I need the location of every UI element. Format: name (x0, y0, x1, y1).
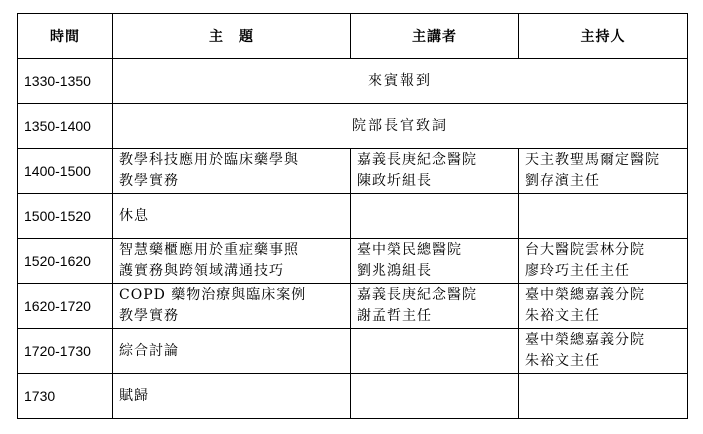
speaker-name: 劉兆鴻組長 (357, 263, 432, 279)
header-row (18, 14, 688, 59)
table-row (18, 194, 688, 239)
speaker-cell (351, 194, 519, 239)
host-cell (519, 374, 688, 419)
topic-line: 智慧藥櫃應用於重症藥事照 (119, 242, 299, 258)
speaker-cell (351, 374, 519, 419)
table-row (18, 239, 688, 284)
table-row (18, 329, 688, 374)
time-cell: 1330-1350 (18, 59, 113, 104)
host-affiliation: 臺中榮總嘉義分院 (525, 332, 645, 348)
host-affiliation: 臺中榮總嘉義分院 (525, 287, 645, 303)
topic-cell (113, 329, 351, 374)
header-speaker: 主講者 (351, 14, 519, 59)
topic-cell (113, 194, 351, 239)
time-cell: 1400-1500 (18, 149, 113, 194)
topic-line: 教學實務 (119, 308, 179, 324)
host-cell (519, 149, 688, 194)
header-time: 時間 (18, 14, 113, 59)
host-cell (519, 239, 688, 284)
speaker-affiliation: 嘉義長庚紀念醫院 (357, 152, 477, 168)
time-cell: 1720-1730 (18, 329, 113, 374)
topic-cell (113, 149, 351, 194)
header-host: 主持人 (519, 14, 688, 59)
table-row (18, 374, 688, 419)
host-name: 朱裕文主任 (525, 308, 600, 324)
topic-line: 休息 (119, 207, 149, 224)
speaker-name: 謝孟哲主任 (357, 308, 432, 324)
schedule-table (17, 13, 688, 419)
host-cell (519, 329, 688, 374)
topic-cell (113, 239, 351, 284)
table-row (18, 149, 688, 194)
time-cell: 1500-1520 (18, 194, 113, 239)
host-cell (519, 284, 688, 329)
topic-line: 教學實務 (119, 173, 179, 189)
topic-line: 護實務與跨領域溝通技巧 (119, 263, 284, 279)
speaker-affiliation: 臺中榮民總醫院 (357, 242, 462, 258)
time-cell: 1730 (18, 374, 113, 419)
time-cell: 1620-1720 (18, 284, 113, 329)
table-row (18, 59, 688, 104)
session-cell: 院部長官致詞 (113, 104, 688, 149)
time-cell: 1350-1400 (18, 104, 113, 149)
host-affiliation: 台大醫院雲林分院 (525, 242, 645, 258)
topic-line: 綜合討論 (119, 342, 179, 359)
session-cell: 來賓報到 (113, 59, 688, 104)
time-cell: 1520-1620 (18, 239, 113, 284)
host-name: 劉存濱主任 (525, 173, 600, 189)
host-name: 廖玲巧主任主任 (525, 263, 630, 279)
topic-line: COPD 藥物治療與臨床案例 (119, 287, 307, 303)
topic-cell (113, 374, 351, 419)
speaker-cell (351, 284, 519, 329)
header-topic: 主 題 (113, 14, 351, 59)
speaker-name: 陳政圻組長 (357, 173, 432, 189)
topic-line: 賦歸 (119, 387, 149, 404)
host-name: 朱裕文主任 (525, 353, 600, 369)
host-affiliation: 天主教聖馬爾定醫院 (525, 152, 660, 168)
speaker-cell (351, 329, 519, 374)
speaker-cell (351, 149, 519, 194)
table-row (18, 104, 688, 149)
speaker-cell (351, 239, 519, 284)
speaker-affiliation: 嘉義長庚紀念醫院 (357, 287, 477, 303)
table-row (18, 284, 688, 329)
topic-line: 教學科技應用於臨床藥學與 (119, 152, 299, 168)
host-cell (519, 194, 688, 239)
topic-cell (113, 284, 351, 329)
